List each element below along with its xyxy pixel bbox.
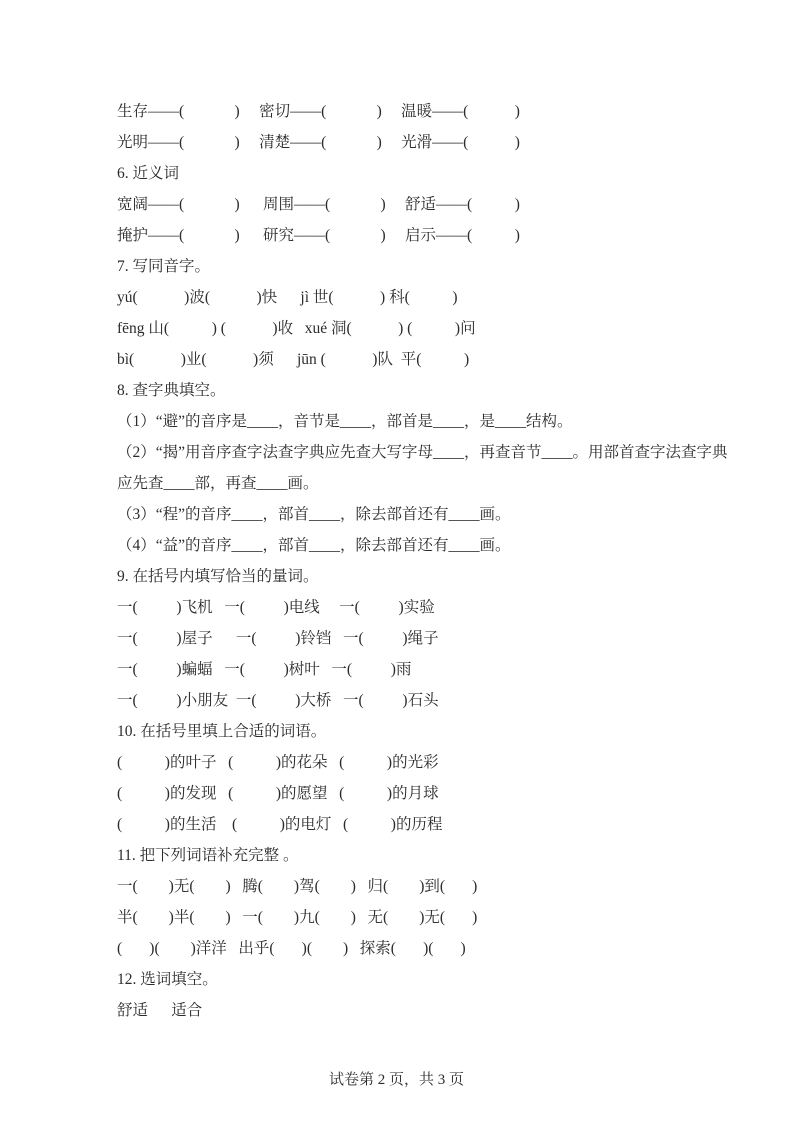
q10-heading: 10. 在括号里填上合适的词语。: [117, 723, 327, 740]
q9-measure-word-row-2: 一( )屋子 一( )铃铛 一( )绳子: [117, 630, 439, 647]
q7-heading: 7. 写同音字。: [117, 258, 211, 275]
page-footer: 试卷第 2 页，共 3 页: [328, 1072, 464, 1088]
q9-measure-word-row-4: 一( )小朋友 一( )大桥 一( )石头: [117, 692, 439, 709]
q11-idiom-row-3: ( )( )洋洋 出乎( )( ) 探索( )( ): [117, 940, 466, 957]
q8-item-3: （3）“程”的音序____，部首____，除去部首还有____画。: [117, 506, 511, 523]
q9-measure-word-row-3: 一( )蝙蝠 一( )树叶 一( )雨: [117, 661, 412, 678]
q7-homophone-row-2: fēng 山( ) ( )收 xué 洞( ) ( )问: [117, 320, 476, 337]
q12-heading: 12. 选词填空。: [117, 971, 218, 988]
q8-item-2-continued: 应先查____部，再查____画。: [117, 475, 319, 492]
q10-phrase-row-3: ( )的生活 ( )的电灯 ( )的历程: [117, 816, 443, 833]
q6-synonym-row-1: 宽阔——( ) 周围——( ) 舒适——( ): [117, 196, 520, 213]
q9-heading: 9. 在括号内填写恰当的量词。: [117, 568, 319, 585]
q5-antonym-row-2: 光明——( ) 清楚——( ) 光滑——( ): [117, 134, 520, 151]
q7-homophone-row-1: yú( )波( )快 jì 世( ) 科( ): [117, 289, 458, 306]
q7-homophone-row-3: bì( )业( )须 jūn ( )队 平( ): [117, 351, 470, 368]
q8-item-2: （2）“揭”用音序查字法查字典应先查大写字母____，再查音节____。用部首查字法查字典: [117, 444, 728, 461]
q8-heading: 8. 查字典填空。: [117, 382, 226, 399]
q11-idiom-row-2: 半( )半( ) 一( )九( ) 无( )无( ): [117, 909, 478, 926]
q12-word-options: 舒适 适合: [117, 1002, 203, 1019]
q5-antonym-row-1: 生存——( ) 密切——( ) 温暖——( ): [117, 103, 520, 120]
q6-heading: 6. 近义词: [117, 165, 180, 182]
q11-heading: 11. 把下列词语补充完整 。: [117, 847, 299, 864]
q10-phrase-row-1: ( )的叶子 ( )的花朵 ( )的光彩: [117, 754, 439, 771]
q6-synonym-row-2: 掩护——( ) 研究——( ) 启示——( ): [117, 227, 520, 244]
q8-item-1: （1）“避”的音序是____，音节是____，部首是____，是____结构。: [117, 413, 573, 430]
exam-content: [117, 96, 753, 1026]
q10-phrase-row-2: ( )的发现 ( )的愿望 ( )的月球: [117, 785, 439, 802]
q9-measure-word-row-1: 一( )飞机 一( )电线 一( )实验: [117, 599, 435, 616]
q8-item-4: （4）“益”的音序____，部首____，除去部首还有____画。: [117, 537, 511, 554]
q11-idiom-row-1: 一( )无( ) 腾( )驾( ) 归( )到( ): [117, 878, 478, 895]
